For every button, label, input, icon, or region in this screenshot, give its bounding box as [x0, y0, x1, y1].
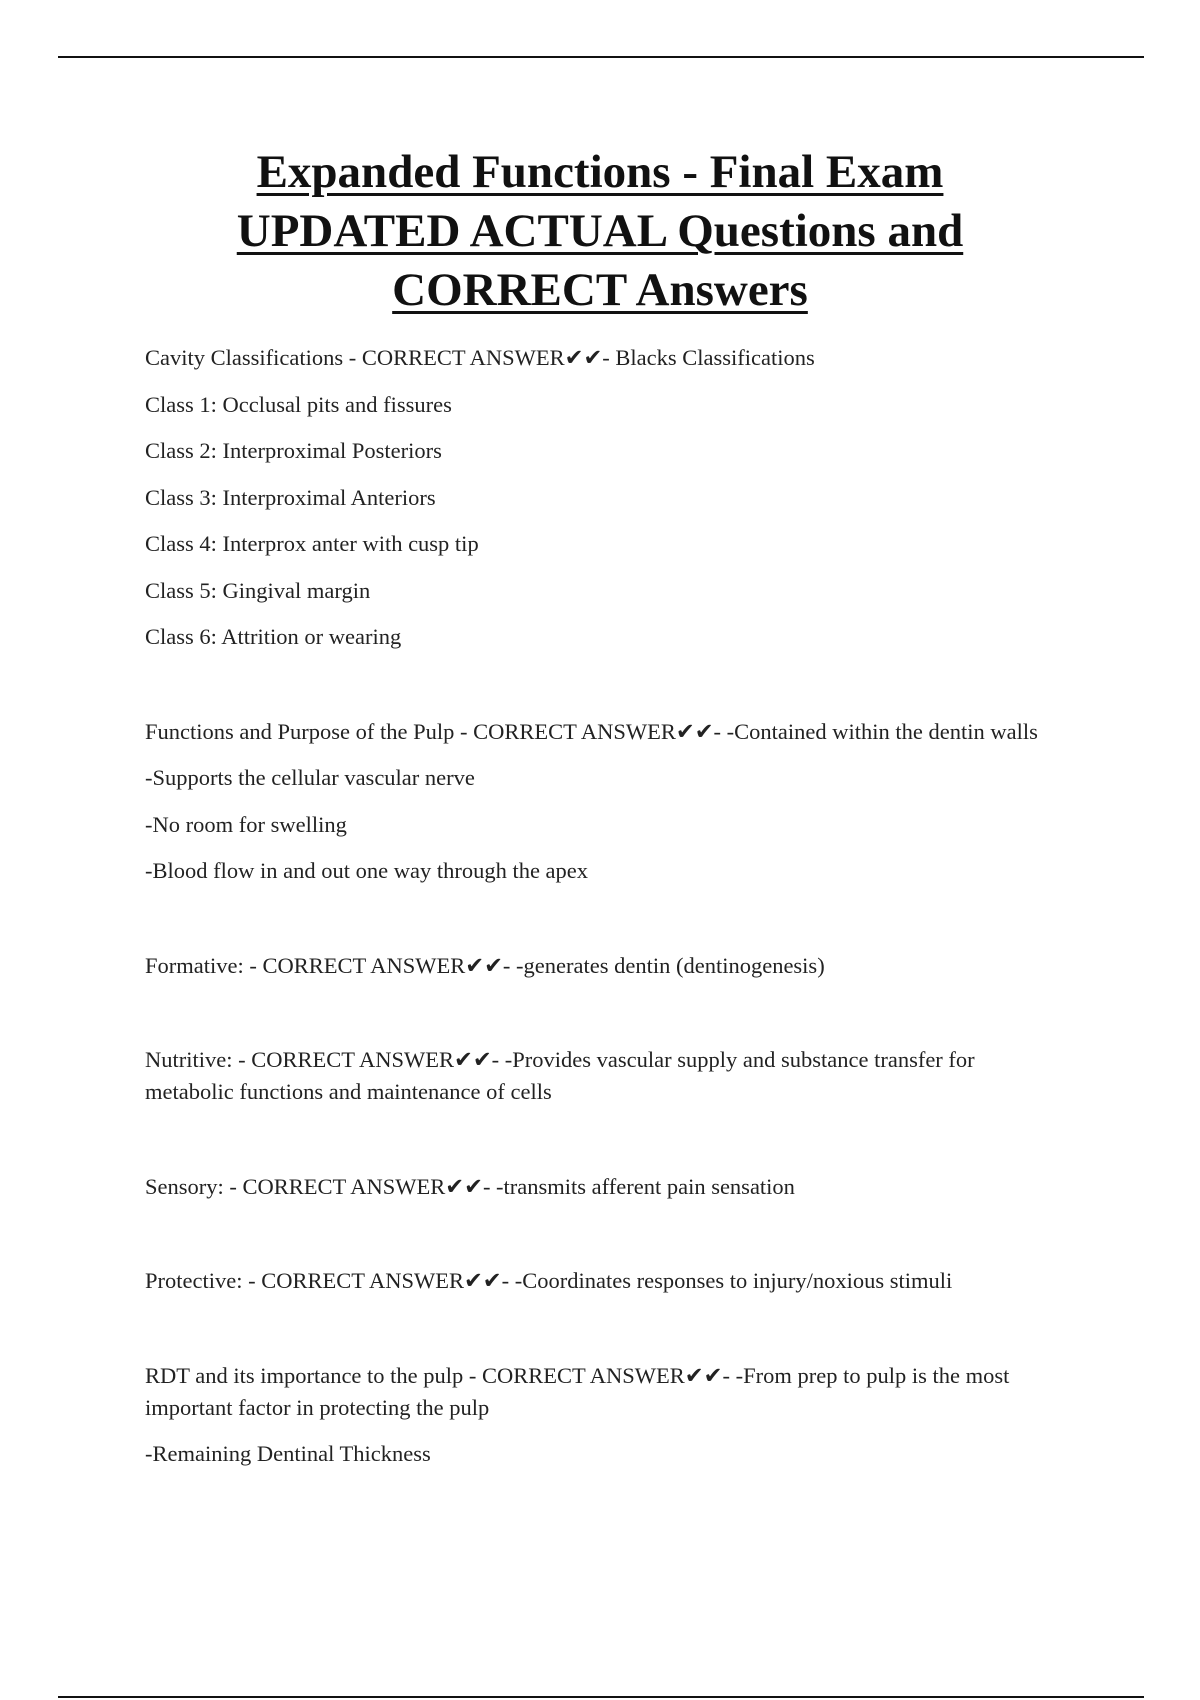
- blank-line: [145, 668, 1065, 716]
- class-6-line: Class 6: Attrition or wearing: [145, 624, 402, 649]
- title-line-1: Expanded Functions - Final Exam: [256, 146, 944, 198]
- document-body: [145, 342, 1065, 1485]
- blank-line: [145, 902, 1065, 950]
- qa-sensory: Sensory: - CORRECT ANSWER✔✔- -transmits afferent pain sensation: [145, 1173, 795, 1199]
- class-2-line: Class 2: Interproximal Posteriors: [145, 438, 442, 463]
- class-5-line: Class 5: Gingival margin: [145, 577, 371, 603]
- pulp-point-3: -Blood flow in and out one way through the apex: [145, 858, 589, 883]
- blank-line: [145, 996, 1065, 1044]
- class-1-line: Class 1: Occlusal pits and fissures: [145, 391, 452, 417]
- title-line-3: CORRECT Answers: [392, 264, 808, 316]
- qa-protective: Protective: - CORRECT ANSWER✔✔- -Coordinates responses to injury/noxious stimuli: [145, 1268, 953, 1293]
- qa-formative: Formative: - CORRECT ANSWER✔✔- -generates dentin (dentinogenesis): [145, 952, 825, 978]
- rdt-definition: -Remaining Dentinal Thickness: [145, 1441, 431, 1466]
- class-4-line: Class 4: Interprox anter with cusp tip: [145, 531, 479, 556]
- qa-nutritive: Nutritive: - CORRECT ANSWER✔✔- -Provides vascular supply and substance transfer for metabolic functions and maintenance of cells: [145, 1047, 975, 1104]
- qa-pulp-functions: Functions and Purpose of the Pulp - CORRECT ANSWER✔✔- -Contained within the dentin walls: [145, 718, 1038, 744]
- bottom-rule: [58, 1696, 1144, 1698]
- pulp-point-2: -No room for swelling: [145, 811, 347, 837]
- class-3-line: Class 3: Interproximal Anteriors: [145, 484, 436, 510]
- qa-rdt: RDT and its importance to the pulp - CORRECT ANSWER✔✔- -From prep to pulp is the most important factor in protecting the pulp: [145, 1362, 1010, 1420]
- blank-line: [145, 1312, 1065, 1360]
- top-rule: [58, 56, 1144, 58]
- qa-cavity-classifications: Cavity Classifications - CORRECT ANSWER✔✔- Blacks Classifications: [145, 345, 815, 370]
- title-line-2: UPDATED ACTUAL Questions and: [236, 205, 964, 257]
- blank-line: [145, 1217, 1065, 1265]
- document-title: [0, 143, 1200, 320]
- pulp-point-1: -Supports the cellular vascular nerve: [145, 765, 475, 790]
- blank-line: [145, 1123, 1065, 1171]
